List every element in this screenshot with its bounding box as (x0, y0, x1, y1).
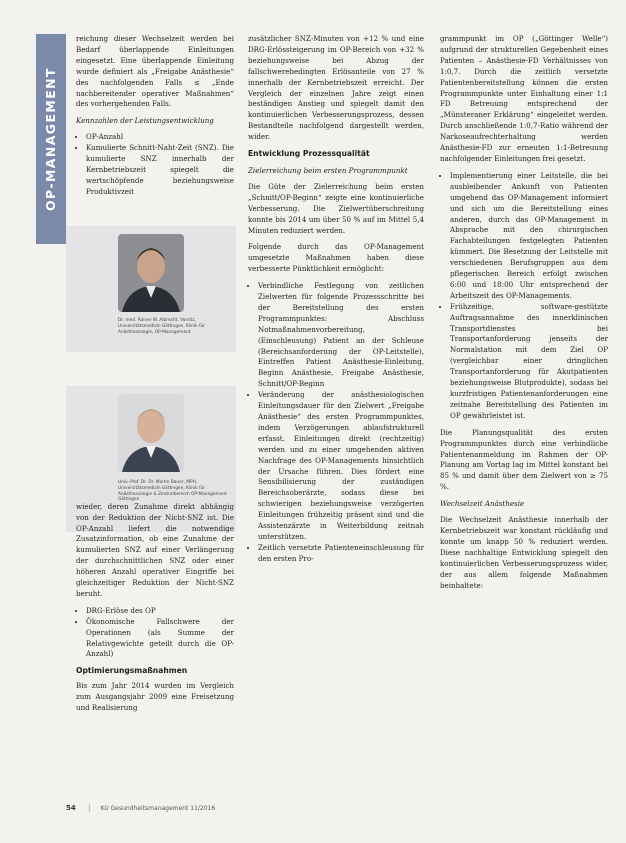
text-column-2 (248, 34, 424, 571)
list-item: • Kumulierte Schnitt-Naht-Zeit (SNZ). Die kumulierte SNZ innerhalb der Kernbetriebszeit spiegelt die wertschöpfende beziehungsweise Produktivzeit (86, 143, 234, 198)
subheading: Wechselzeit Anästhesie (440, 499, 525, 509)
footer-separator: | (87, 804, 91, 812)
bullet-list (440, 171, 608, 422)
section-label: OP-MANAGEMENT (43, 67, 58, 211)
list-item: • Veränderung der anästhesiologischen Einleitungsdauer für den Zielwert „Freigabe Anästhesie“ des ersten Programmpunktes, indem Verzögerungen ablaufstrukturell erfasst. Einleitungen direkt (rechtzeitig) werden und zu einer umgehenden aktiven Nachfrage des OP-Managements hinsichtlich der Ursache führen. Dies fördert eine Sensibilisierung der zuständigen Bereichsoberärzte, sodass diese bei schwierigen beziehungsweise verzögerten Einleitungen frühzeitig präsent sind und die Assistenzärzte in Weiterbildung zeitnah unterstützen. (258, 390, 424, 543)
paragraph: reichung dieser Wechselzeit werden bei Bedarf überlappende Einleitungen eingesetzt. Eine überlappende Einleitung wurde definiert als „Freigabe Anästhesie“ des nachfolgenden Falls ≤ „Ende nachbereitender operativer Maßnahmen“ des vorhergehenden Falls. (76, 34, 234, 109)
subheading: Kennzahlen der Leistungsentwicklung (76, 116, 214, 126)
list-item: • Ökonomische Fallschwere der Operationen (als Summe der Relativgewichte geteilt durch die OP-Anzahl) (86, 617, 234, 661)
paragraph: Folgende durch das OP-Management umgesetzte Maßnahmen haben diese verbesserte Pünktlichkeit ermöglicht: (248, 242, 424, 274)
section-sidebar (36, 34, 66, 244)
subheading: Optimierungsmaßnahmen (76, 666, 188, 676)
subheading: Zielerreichung beim ersten Programmpunkt (248, 165, 408, 175)
bullet-list (76, 606, 234, 661)
list-item: • Frühzeitige, software-gestützte Auftragsannahme des innerklinischen Transportdienstes bei Transportanforderung jenseits der Normalstation mit dem Ziel OP (vergleichbar einer dringlichen Transportanforderung für Akutpatienten beziehungsweise Blutprodukte), sodass bei kurzfristigen Patientenanforderungen eine zeitnahe Bereitstellung des Patienten im OP gewährleistet ist. (450, 302, 608, 422)
paragraph: Die Planungsqualität des ersten Programmpunktes durch eine verbindliche Patientenanmeldung im Rahmen der OP-Planung am Vortag lag im Mittel konstant bei 85 % und damit über dem Zielwert von ≥ 75 %. (440, 427, 608, 492)
subheading: Entwicklung Prozessqualität (248, 149, 370, 159)
list-item: • Zeitlich versetzte Patienteneinschleusung für den ersten Pro- (258, 543, 424, 565)
paragraph: Bis zum Jahr 2014 wurden im Vergleich zum Ausgangsjahr 2009 eine Freisetzung und Realisierung (76, 681, 234, 713)
paragraph: wieder, deren Zunahme direkt abhängig von der Reduktion der Nicht-SNZ ist. Die OP-Anzahl liefert die notwendige Zusatzinformation, ob eine Zunahme der kumulierten SNZ auf einer Verlängerung der durchschnittlichen SNZ oder einer höheren Anzahl operativer Eingriffe bei gleichzeitiger Reduktion der Nicht-SNZ beruht. (76, 501, 234, 598)
paragraph: grammpunkt im OP („Göttinger Welle“) aufgrund der strukturellen Gegebenheit eines Patienten – Anästhesie-FD Verhältnisses von 1:0,7. Durch die zeitlich versetzte Patientenbereitstellung können die ersten Programmpunkte unter Einhaltung einer 1:1 FD Betreuung entsprechend der „Münsteraner Erklärung“ eingeleitet werden. Durch anschließende 1:0,7-Ratio während der Narkoseaufrechterhaltung werden Anästhesie-FD zur erneuten 1:1-Betreuung nachfolgender Einleitungen frei gesetzt. (440, 34, 608, 163)
photo-spacer (76, 204, 234, 502)
list-item: • OP-Anzahl (86, 132, 234, 143)
author-caption-2: Univ.-Prof. Dr. Dr. Martin Bauer, MPH, Universitätsmedizin Göttingen, Klinik für Anästhesiologie & Zentralbereich OP-Management Göttingen (118, 480, 227, 503)
bullet-list (248, 281, 424, 565)
author-caption-1: Dr. med. Rainer W. Albrecht, Vorsitz, Universitätsmedizin Göttingen, Klinik für Anästhesiologie, OP-Management (118, 318, 206, 335)
publication-name: KU Gesundheitsmanagement 11/2016 (100, 805, 216, 812)
bullet-list (76, 132, 234, 197)
list-item: • Implementierung einer Leitstelle, die bei ausbleibender Ankunft von Patienten umgehend das OP-Management informiert und sich um die Bereitstellung eines anderen, durch das OP-Management in Absprache mit den chirurgischen Fachabteilungen festgelegten Patienten kümmert. Die Besetzung der Leitstelle mit verschiedenen Berufsgruppen aus dem pflegerischen Bereich erfolgt zwischen 6:00 und 18:00 Uhr entsprechend der Arbeitszeit des OP-Managements. (450, 171, 608, 302)
page-footer (66, 804, 586, 816)
text-column-1 (76, 34, 234, 720)
page-number: 54 (66, 804, 76, 812)
paragraph: Die Güte der Zielerreichung beim ersten „Schnitt/OP-Beginn“ zeigte eine kontinuierliche Verbesserung. Die Zielwertüberschreitung konnte bis 2014 um über 50 % auf im Mittel 5,4 Minuten reduziert werden. (248, 181, 424, 235)
paragraph: Die Wechselzeit Anästhesie innerhalb der Kernbetriebszeit war konstant rückläufig und konnte um knapp 50 % reduziert werden. Diese nachhaltige Entwicklung spiegelt den kontinuierlichen Verbesserungsprozess wider, der aus allem folgende Maßnahmen beinhaltete: (440, 515, 608, 590)
paragraph: zusätzlicher SNZ-Minuten von +12 % und eine DRG-Erlössteigerung im OP-Bereich von +32 % beziehungsweise bei Abzug der fallschwerebedingten Erlösanteile von 27 % innerhalb der Kernbetriebszeit erreicht. Der Vergleich der einzelnen Jahre zeigt einen beständigen Anstieg und spiegelt damit den kontinuierlichen Verbesserungsprozess, dessen Bestandteile nachfolgend dargestellt werden, wider. (248, 34, 424, 142)
list-item: • Verbindliche Festlegung von zeitlichen Zielwerten für folgende Prozessschritte bei der Bereitstellung des ersten Programmpunktes: Abschluss Notmaßnahmenvorbereitung, (Einschleusung) Patient an der Schleuse (Bereichsanforderung der OP-Leitstelle), Eintreffen Patient Anästhesie-Einleitung, Beginn Anästhesie, Freigabe Anästhesie, Schnitt/OP-Beginn (258, 281, 424, 390)
text-column-3 (440, 34, 608, 597)
list-item: • DRG-Erlöse des OP (86, 606, 234, 617)
